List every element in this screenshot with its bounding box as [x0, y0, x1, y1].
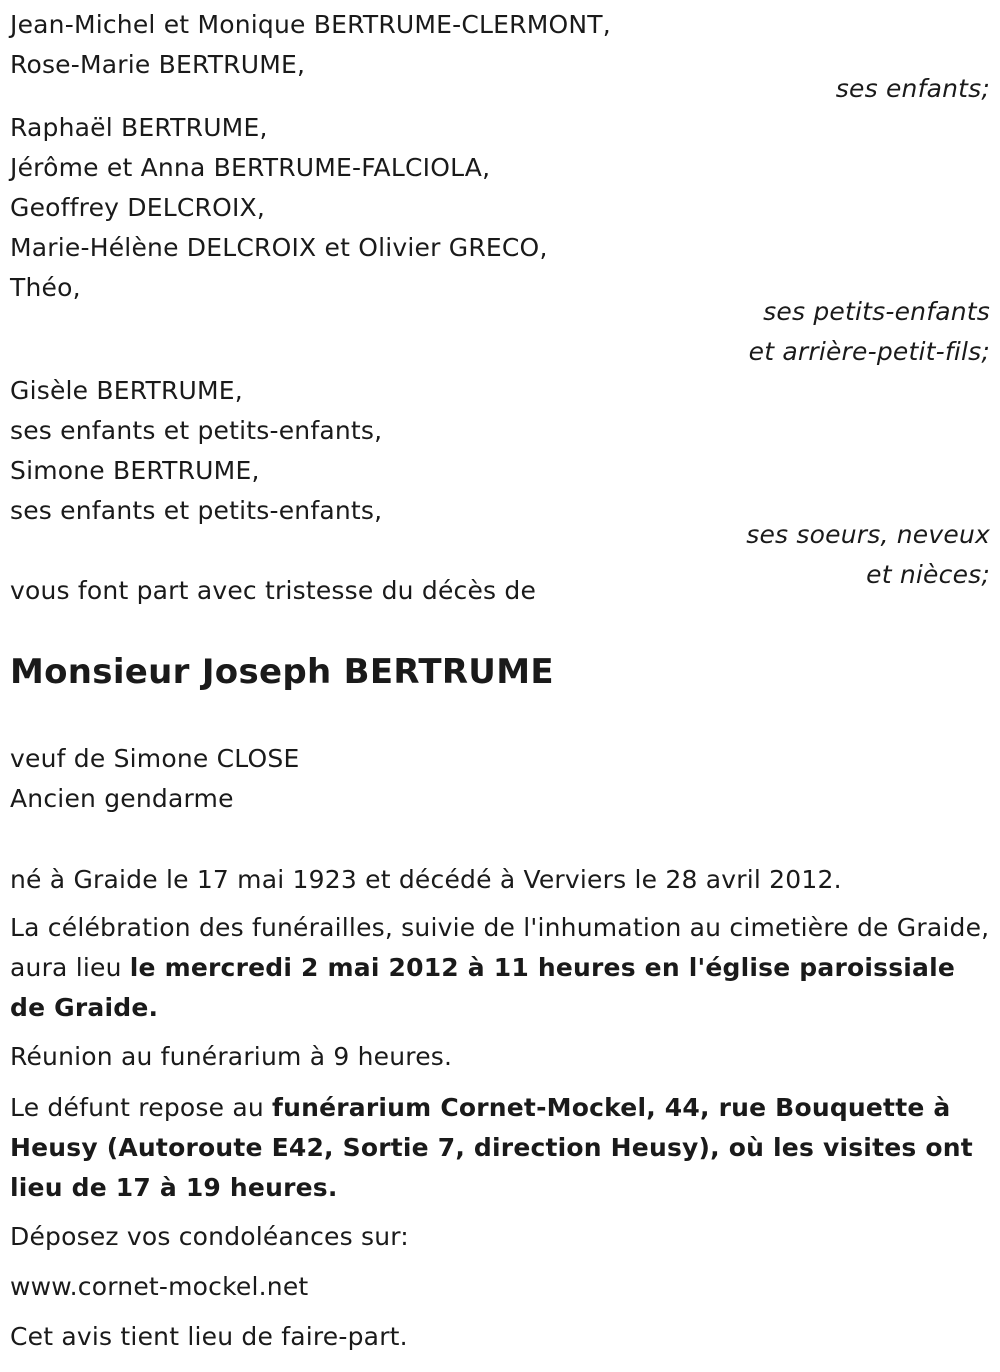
sisters-label-2: et nièces;: [866, 560, 990, 589]
repose-details: funérarium Cornet-Mockel, 44, rue Bouquette à Heusy (Autoroute E42, Sortie 7, direction Heusy), où les visites ont lieu de 17 à 19 heures.: [10, 1093, 973, 1202]
occupation-text: Ancien gendarme: [10, 784, 234, 813]
sister-line-1: Gisèle BERTRUME,: [10, 376, 243, 405]
child-name-2: Rose-Marie BERTRUME,: [10, 50, 306, 79]
deceased-name: Monsieur Joseph BERTRUME: [10, 652, 554, 692]
announcement-text: vous font part avec tristesse du décès de: [10, 576, 537, 605]
reunion-text: Réunion au funérarium à 9 heures.: [10, 1042, 453, 1071]
funeral-paragraph: [10, 908, 990, 1028]
funeral-intro: La célébration des funérailles, suivie de l'inhumation au cimetière de Graide, aura lieu: [10, 913, 990, 982]
grandchild-name-3: Geoffrey DELCROIX,: [10, 193, 266, 222]
repose-paragraph: [10, 1088, 990, 1208]
birth-death-text: né à Graide le 17 mai 1923 et décédé à Verviers le 28 avril 2012.: [10, 865, 842, 894]
website-link[interactable]: www.cornet-mockel.net: [10, 1272, 309, 1301]
sister-line-2: ses enfants et petits-enfants,: [10, 416, 383, 445]
grandchildren-label-1: ses petits-enfants: [763, 297, 990, 326]
funeral-details: le mercredi 2 mai 2012 à 11 heures en l'église paroissiale de Graide.: [10, 953, 956, 1022]
closing-text: Cet avis tient lieu de faire-part.: [10, 1322, 408, 1351]
sister-line-3: Simone BERTRUME,: [10, 456, 260, 485]
condolences-label: Déposez vos condoléances sur:: [10, 1222, 409, 1251]
child-name-1: Jean-Michel et Monique BERTRUME-CLERMONT,: [10, 10, 611, 39]
repose-intro: Le défunt repose au: [10, 1093, 273, 1122]
grandchildren-label-2: et arrière-petit-fils;: [748, 337, 990, 366]
grandchild-name-1: Raphaël BERTRUME,: [10, 113, 268, 142]
widower-text: veuf de Simone CLOSE: [10, 744, 300, 773]
grandchild-name-5: Théo,: [10, 273, 81, 302]
children-label: ses enfants;: [835, 74, 990, 103]
sisters-label-1: ses soeurs, neveux: [746, 520, 990, 549]
grandchild-name-4: Marie-Hélène DELCROIX et Olivier GRECO,: [10, 233, 548, 262]
grandchild-name-2: Jérôme et Anna BERTRUME-FALCIOLA,: [10, 153, 491, 182]
sister-line-4: ses enfants et petits-enfants,: [10, 496, 383, 525]
